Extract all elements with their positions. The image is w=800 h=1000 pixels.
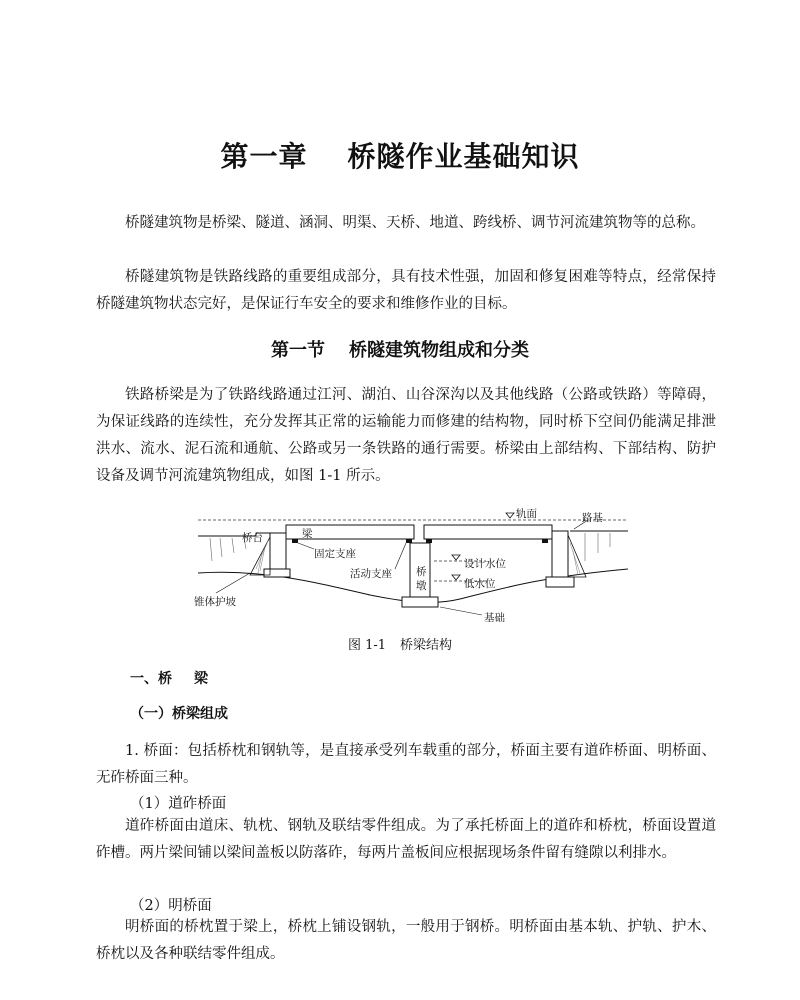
label-abutment: 桥台 [242,532,263,544]
figure-caption-number: 图 1-1 [347,638,387,653]
right-hatch [585,533,610,561]
label-low-water-level: 低水位 [464,578,496,590]
label-rail-surface: 轨面 [516,508,537,520]
heading-level-1 [130,668,208,688]
right-abutment [552,531,568,577]
bridge-diagram [190,503,630,628]
label-cone-slope: 锥体护坡 [194,596,236,608]
right-beam [424,525,552,539]
rail-surface-marker [506,513,514,518]
bridge-structure-figure [190,503,630,628]
section-number: 第一节 [271,340,325,361]
pier-bearing-right [426,539,432,543]
pier-foundation [402,597,438,607]
right-abutment-bearing [542,539,548,543]
sub-1-paragraph: 道砟桥面由道床、轨枕、钢轨及联结零件组成。为了承托桥面上的道砟和桥枕，桥面设置道砟槽。两片梁间铺以梁间盖板以防落砟，每两片盖板间应根据现场条件留有缝隙以利排水。 [96,818,716,861]
intro-paragraph-2: 桥隧建筑物是铁路线路的重要组成部分，具有技术性强，加固和修复困难等特点，经常保持桥隧建筑物状态完好，是保证行车安全的要求和维修作业的目标。 [96,269,716,312]
item-1-paragraph: 1. 桥面：包括桥枕和钢轨等，是直接承受列车载重的部分，桥面主要有道砟桥面、明桥面、无砟桥面三种。 [96,743,716,786]
left-hatch [210,538,246,561]
cone-slope-leader [216,573,250,593]
label-pier-bottom: 墩 [416,580,427,592]
label-fixed-bearing: 固定支座 [314,548,356,560]
section-title-text: 桥隧建筑物组成和分类 [349,340,529,361]
fixed-bearing [292,539,298,543]
left-abutment-footing [264,569,290,577]
sub-1-label: （1）道砟桥面 [130,796,227,812]
chapter-number: 第一章 [220,140,308,173]
design-water-marker [452,555,460,560]
sub-2-paragraph: 明桥面的桥枕置于梁上，桥枕上铺设钢轨，一般用于钢桥。明桥面由基本轨、护轨、护木、桥枕以及各种联结零件组成。 [96,919,716,962]
label-pier-top: 桥 [416,566,427,578]
low-water-marker [452,575,460,580]
section-paragraph: 铁路桥梁是为了铁路线路通过江河、湖泊、山谷深沟以及其他线路（公路或铁路）等障碍，为保证线路的连续性，充分发挥其正常的运输能力而修建的结构物，同时桥下空间仍能满足排泄洪水、流水、泥石流和通航、公路或另一条铁路的通行需要。桥梁由上部结构、下部结构、防护设备及调节河流建筑物组成，如图 1-1 所示。 [96,387,716,484]
fixed-bearing-leader [298,543,314,549]
right-abutment-footing [546,577,574,587]
figure-caption-title: 桥梁结构 [400,638,453,653]
chapter-title [0,135,800,175]
movable-bearing-leader [395,543,406,569]
foundation-leader [440,607,482,615]
label-roadbed: 路基 [582,512,603,524]
label-foundation: 基础 [484,612,505,624]
heading-level-2: （一）桥梁组成 [130,706,228,722]
left-cone-hatch [256,541,268,573]
section-title [0,336,800,362]
heading-level-1-title: 梁 [194,671,208,687]
chapter-title-text: 桥隧作业基础知识 [347,140,580,173]
movable-bearing [406,539,412,543]
sub-2-label: （2）明桥面 [130,898,212,914]
label-beam: 梁 [302,528,313,540]
label-movable-bearing: 活动支座 [350,568,392,580]
figure-caption [0,634,800,653]
heading-level-1-number: 一、桥 [130,671,172,687]
left-abutment [270,533,286,569]
intro-paragraph-1: 桥隧建筑物是桥梁、隧道、涵洞、明渠、天桥、地道、跨线桥、调节河流建筑物等的总称。 [125,215,705,231]
label-design-water-level: 设计水位 [464,558,506,570]
